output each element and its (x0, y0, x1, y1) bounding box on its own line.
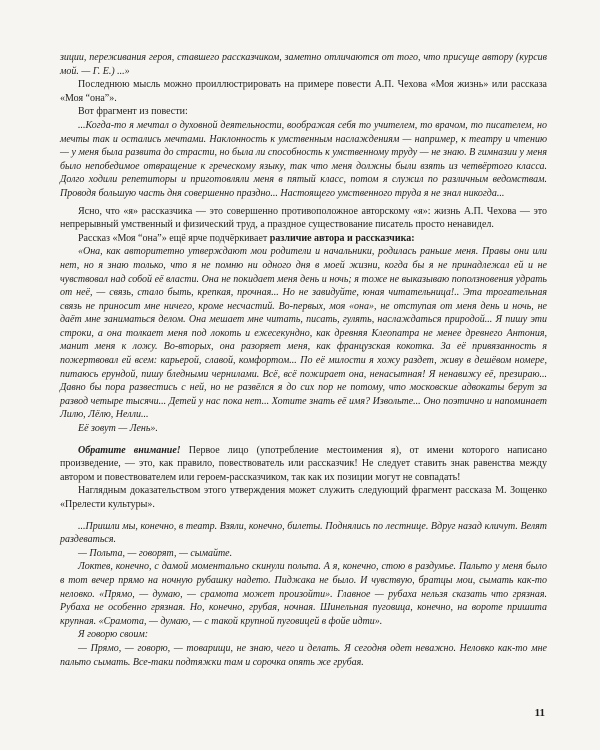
paragraph-zoshchenko-4: Я говорю своим: (78, 629, 149, 641)
attention-space (181, 445, 189, 456)
paragraph-fragment-label: Вот фрагмент из повести: (78, 106, 188, 118)
attention-text: Первое лицо (употребление местоимения я), от имени которого написано произведение, — это, как правило, повествователь или рассказчик! Не следует ставить знак равенства между автором и повествователем или героем-рассказчиком, так как их позиции могут не совпадать! (60, 444, 547, 483)
paragraph-chekhov-intro: Последнюю мысль можно проиллюстрировать на примере повести А.П. Чехова «Моя жизнь» или рассказа «Моя “она”». (60, 79, 547, 104)
paragraph-zoshchenko-3: Локтев, конечно, с дамой моментально скинули польта. А я, конечно, стою в раздумье. Пальто у меня было в тот вечер прямо на ночную рубашку надето. Пиджака не было. И чувствую, братцы мои, сымать как-то неловко. «Прямо, — думаю, — срамота может произойти». Главное — рубаха нельзя сказать что грязная. Рубаха не особенно грязная. Но, конечно, грубая, ночная. Шинельная пуговица, конечно, на вороте пришита крупная. «Срамота, — думаю, — с такой крупной пуговицей в фойе идти». (60, 561, 547, 627)
paragraph-attention (60, 444, 547, 485)
paragraph-ona-ending: Её зовут — Лень». (78, 423, 158, 435)
paragraph-quote-end: зиции, переживания героя, ставшего рассказчиком, заметно отличаются от того, что присуще автору (курсив мой. — Г. Е.) ...» (60, 52, 547, 77)
paragraph-zoshchenko-1: ...Пришли мы, конечно, в театр. Взяли, конечно, билеты. Поднялись по лестнице. Вдруг назад кличут. Велят раздеваться. (60, 520, 547, 546)
paragraph-zoshchenko-intro: Наглядным доказательством этого утверждения может служить следующий фрагмент рассказа М. Зощенко «Прелести культуры». (60, 485, 547, 510)
paragraph-highlight (60, 232, 547, 246)
paragraph-zoshchenko-5: — Прямо, — говорю, — товарищи, не знаю, чего и делать. Я сегодня одет неважно. Неловко как-то мне пальто сымать. Все-таки подтяжки там и сорочка опять же грубая. (60, 642, 547, 668)
paragraph-ona-excerpt: «Она, как авторитетно утверждают мои родители и начальники, родилась раньше меня. Правы они или нет, но я знаю только, что я не помню ни одного дня в моей жизни, когда бы я не принадлежал ей и не чувствовал над собой её власти. Она не покидает меня день и ночь; я тоже не выказываю поползновения удрать от неё, — связь, стало быть, крепкая, прочная... Но не завидуйте, юная читательница!.. Эта трогательная связь не приносит мне ничего, кроме несчастий. Во-первых, моя «она», не отступая от меня день и ночь, не даёт мне заниматься делом. Она мешает мне читать, писать, гулять, наслаждаться природой... Я пишу эти строки, а она толкает меня под локоть и ежесекундно, как древняя Клеопатра не менее древнего Антония, манит меня к ложу. Во-вторых, она разоряет меня, как французская кокотка. За её привязанность я пожертвовал ей всем: карьерой, славой, комфортом... По её милости я хожу раздет, живу в дешёвом номере, питаюсь ерундой, пишу бледными чернилами. Всё, всё пожирает она, ненасытная! Я ненавижу её, презираю... Давно бы пора развестись с ней, но не развёлся я до сих пор не потому, что московские адвокаты берут за развод четыре тысячи... Детей у нас пока нет... Хотите знать её имя? Извольте... Оно поэтично и напоминает Лилю, Лёлю, Нелли... (60, 246, 547, 421)
attention-label: Обратите внимание! (78, 444, 181, 456)
paragraph-zoshchenko-2: — Польта, — говорят, — сымайте. (78, 547, 233, 559)
paragraph-narrator-contrast: Ясно, что «я» рассказчика — это совершенно противоположное авторскому «я»: жизнь А.П. Чехова — это непрерывный умственный и физический труд, а праздное существование писатель просто ненавидел. (60, 205, 547, 231)
paragraph-chekhov-excerpt: ...Когда-то я мечтал о духовной деятельности, воображая себя то учителем, то врачом, то писателем, но мечты так и остались мечтами. Наклонность к умственным наслаждениям — например, к театру и чтению — у меня была развита до страсти, но была ли способность к умственному труду — не знаю. В гимназии у меня было непобедимое отвращение к греческому языку, так что меня должны были взять из четвёртого класса. Долго ходили репетиторы и приготовляли меня в пятый класс, потом я служил по различным ведомствам. Проводя большую часть дня совершенно праздно... Настоящего умственного труда я не знал никогда... (60, 119, 547, 199)
page-number: 11 (534, 707, 545, 719)
highlight-bold-text: различие автора и рассказчика: (269, 232, 415, 244)
highlight-intro-text: Рассказ «Моя “она”» ещё ярче подчёркивает (78, 232, 270, 244)
